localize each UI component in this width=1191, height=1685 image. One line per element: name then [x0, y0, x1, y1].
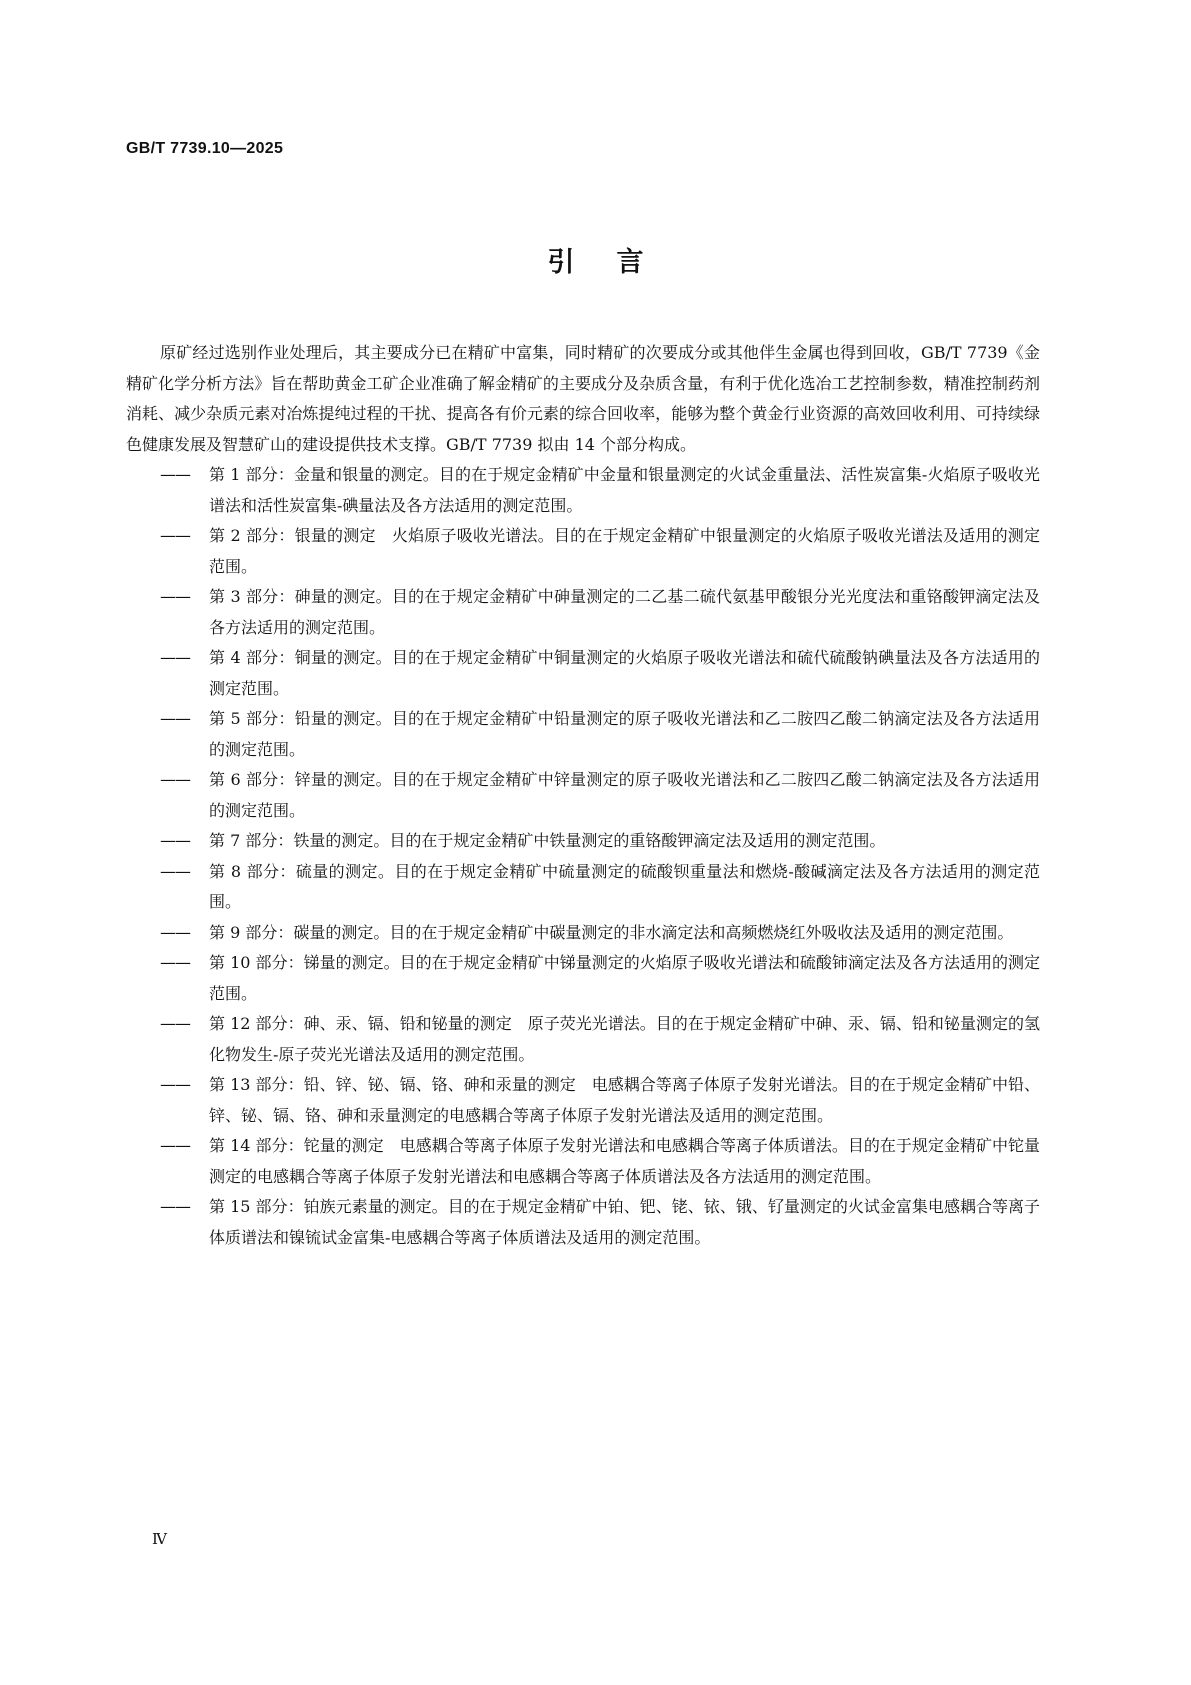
intro-paragraph: 原矿经过选别作业处理后，其主要成分已在精矿中富集，同时精矿的次要成分或其他伴生金属也得到回收，GB/T 7739《金精矿化学分析方法》旨在帮助黄金工矿企业准确了解金精矿的主要成分及杂质含量，有利于优化选冶工艺控制参数，精准控制药剂消耗、减少杂质元素对冶炼提纯过程的干扰、提高各有价元素的综合回收率，能够为整个黄金行业资源的高效回收利用、可持续绿色健康发展及智慧矿山的建设提供技术支撑。GB/T 7739 拟由 14 个部分构成。 — [126, 343, 1040, 454]
part-text: 第 7 部分：铁量的测定。目的在于规定金精矿中铁量测定的重铬酸钾滴定法及适用的测定范围。 — [209, 831, 886, 850]
part-text: 第 6 部分：锌量的测定。目的在于规定金精矿中锌量测定的原子吸收光谱法和乙二胺四乙酸二钠滴定法及各方法适用的测定范围。 — [209, 770, 1040, 820]
list-dash: —— — [160, 922, 190, 942]
part-text: 第 8 部分：硫量的测定。目的在于规定金精矿中硫量测定的硫酸钡重量法和燃烧-酸碱滴定法及各方法适用的测定范围。 — [209, 861, 1040, 911]
part-text: 第 5 部分：铅量的测定。目的在于规定金精矿中铅量测定的原子吸收光谱法和乙二胺四乙酸二钠滴定法及各方法适用的测定范围。 — [209, 709, 1040, 759]
list-item — [160, 1070, 1040, 1131]
part-text: 第 4 部分：铜量的测定。目的在于规定金精矿中铜量测定的火焰原子吸收光谱法和硫代硫酸钠碘量法及各方法适用的测定范围。 — [209, 648, 1040, 698]
list-item — [160, 826, 1040, 857]
list-item — [160, 521, 1040, 582]
list-item — [160, 918, 1040, 949]
list-dash: —— — [160, 465, 190, 484]
list-dash: —— — [160, 1075, 190, 1094]
list-dash: —— — [160, 861, 190, 881]
standard-code: GB/T 7739.10—2025 — [126, 140, 284, 157]
part-text: 第 9 部分：碳量的测定。目的在于规定金精矿中碳量测定的非水滴定法和高频燃烧红外吸收法及适用的测定范围。 — [209, 922, 1014, 942]
page-title: 引言 — [547, 247, 686, 278]
list-dash: —— — [160, 1197, 190, 1216]
list-dash: —— — [160, 770, 190, 789]
list-item — [160, 765, 1040, 826]
part-text: 第 12 部分：砷、汞、镉、铅和铋量的测定 原子荧光光谱法。目的在于规定金精矿中砷、汞、镉、铅和铋量测定的氢化物发生-原子荧光光谱法及适用的测定范围。 — [209, 1014, 1040, 1064]
part-text: 第 13 部分：铅、锌、铋、镉、铬、砷和汞量的测定 电感耦合等离子体原子发射光谱法。目的在于规定金精矿中铅、锌、铋、镉、铬、砷和汞量测定的电感耦合等离子体原子发射光谱法及适用的测定范围。 — [209, 1075, 1040, 1125]
part-text: 第 10 部分：锑量的测定。目的在于规定金精矿中锑量测定的火焰原子吸收光谱法和硫酸铈滴定法及各方法适用的测定范围。 — [209, 953, 1040, 1003]
list-dash: —— — [160, 831, 190, 850]
list-item — [160, 582, 1040, 643]
list-item — [160, 948, 1040, 1009]
list-dash: —— — [160, 1014, 190, 1033]
list-item — [160, 460, 1040, 521]
part-text: 第 2 部分：银量的测定 火焰原子吸收光谱法。目的在于规定金精矿中银量测定的火焰原子吸收光谱法及适用的测定范围。 — [209, 526, 1040, 576]
part-text: 第 14 部分：铊量的测定 电感耦合等离子体原子发射光谱法和电感耦合等离子体质谱法。目的在于规定金精矿中铊量测定的电感耦合等离子体原子发射光谱法和电感耦合等离子体质谱法及各方法适用的测定范围。 — [209, 1136, 1040, 1186]
list-dash: —— — [160, 526, 190, 545]
list-dash: —— — [160, 1136, 190, 1155]
list-dash: —— — [160, 648, 190, 667]
part-text: 第 15 部分：铂族元素量的测定。目的在于规定金精矿中铂、钯、铑、铱、锇、钌量测定的火试金富集电感耦合等离子体质谱法和镍锍试金富集-电感耦合等离子体质谱法及适用的测定范围。 — [209, 1197, 1040, 1247]
parts-list — [160, 460, 1040, 1253]
part-text: 第 3 部分：砷量的测定。目的在于规定金精矿中砷量测定的二乙基二硫代氨基甲酸银分光光度法和重铬酸钾滴定法及各方法适用的测定范围。 — [209, 587, 1040, 637]
list-dash: —— — [160, 709, 190, 728]
page-number: Ⅳ — [152, 1532, 167, 1548]
list-item — [160, 704, 1040, 765]
list-item — [160, 643, 1040, 704]
list-item — [160, 1009, 1040, 1070]
list-item — [160, 1131, 1040, 1192]
list-dash: —— — [160, 953, 190, 972]
list-dash: —— — [160, 587, 190, 606]
introduction-body — [126, 338, 1040, 1253]
list-item — [160, 857, 1040, 918]
part-text: 第 1 部分：金量和银量的测定。目的在于规定金精矿中金量和银量测定的火试金重量法、活性炭富集-火焰原子吸收光谱法和活性炭富集-碘量法及各方法适用的测定范围。 — [209, 465, 1040, 515]
list-item — [160, 1192, 1040, 1253]
